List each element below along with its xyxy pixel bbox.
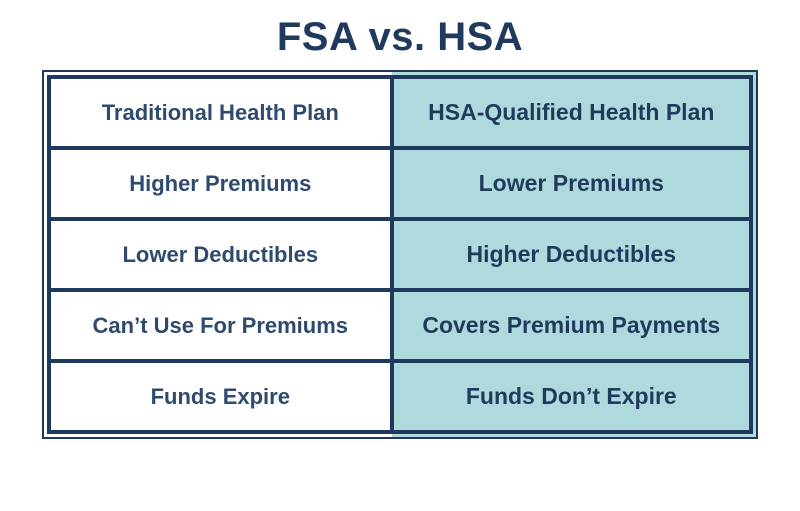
fsa-cell-funds-expire: Funds Expire <box>49 361 392 432</box>
table-row <box>49 77 751 148</box>
table-row <box>49 219 751 290</box>
table-row <box>49 148 751 219</box>
hsa-cell-hsa-qualified-health-plan: HSA-Qualified Health Plan <box>392 77 751 148</box>
comparison-table <box>47 75 753 434</box>
page-title: FSA vs. HSA <box>276 15 524 59</box>
fsa-cell-traditional-health-plan: Traditional Health Plan <box>49 77 392 148</box>
fsa-cell-cant-use-for-premiums: Can’t Use For Premiums <box>49 290 392 361</box>
table-row <box>49 290 751 361</box>
table-row <box>49 361 751 432</box>
hsa-cell-funds-dont-expire: Funds Don’t Expire <box>392 361 751 432</box>
hsa-cell-covers-premium-payments: Covers Premium Payments <box>392 290 751 361</box>
hsa-cell-higher-deductibles: Higher Deductibles <box>392 219 751 290</box>
fsa-cell-higher-premiums: Higher Premiums <box>49 148 392 219</box>
comparison-table-frame <box>42 70 758 439</box>
fsa-cell-lower-deductibles: Lower Deductibles <box>49 219 392 290</box>
hsa-cell-lower-premiums: Lower Premiums <box>392 148 751 219</box>
